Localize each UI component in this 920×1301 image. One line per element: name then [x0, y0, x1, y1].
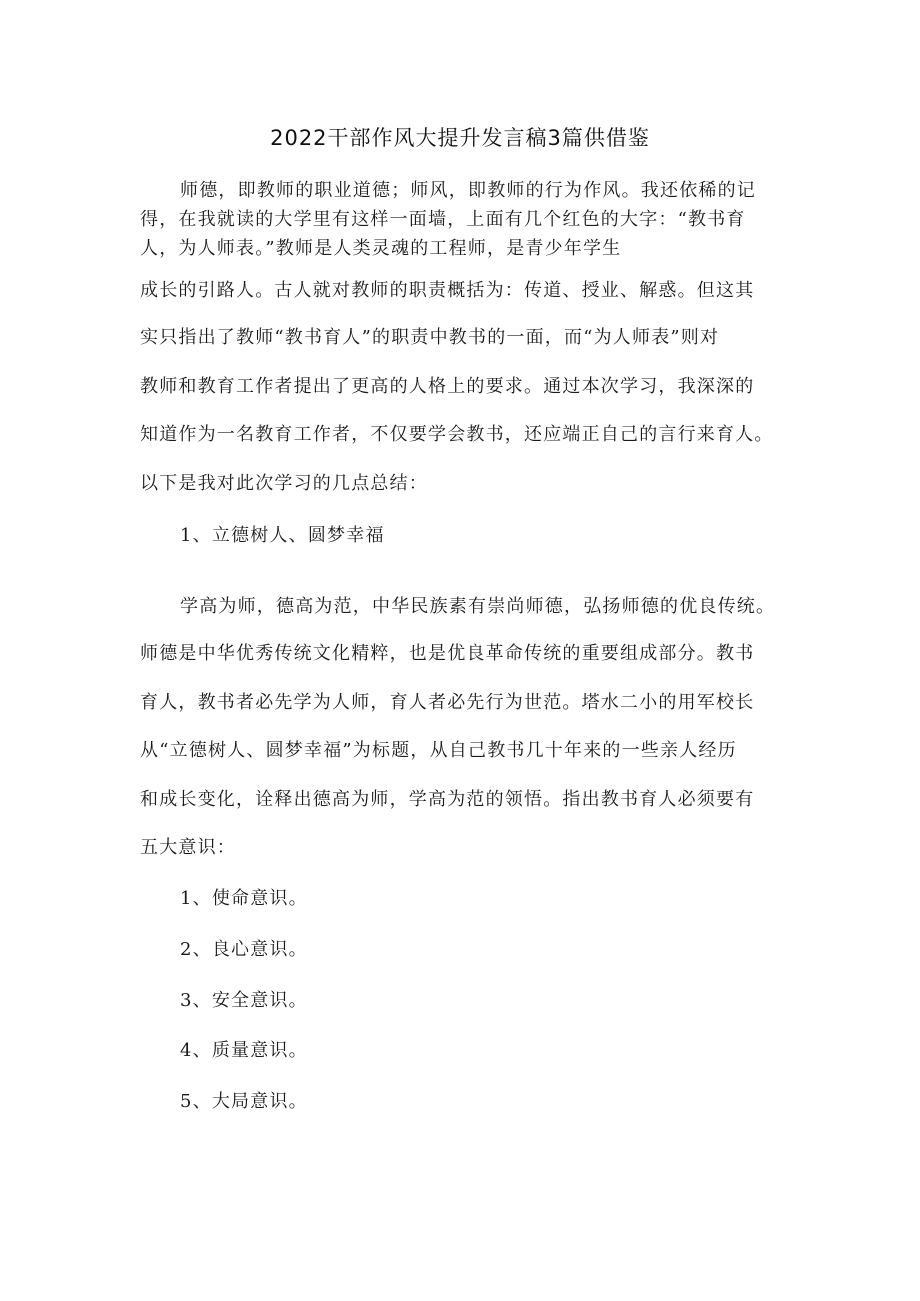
body-line: 教师和教育工作者提出了更高的人格上的要求。通过本次学习，我深深的 — [140, 376, 755, 397]
body-line: 实只指出了教师“教书育人”的职责中教书的一面，而“为人师表”则对 — [140, 327, 720, 348]
list-item: 1、使命意识。 — [180, 888, 308, 909]
body-line: 知道作为一名教育工作者，不仅要学会教书，还应端正自己的言行来育人。 — [140, 424, 774, 445]
list-item: 5、大局意识。 — [180, 1091, 308, 1112]
intro-line: 得，在我就读的大学里有这样一面墙，上面有几个红色的大字：“教书育 — [140, 209, 746, 230]
intro-line: 人，为人师表。”教师是人类灵魂的工程师，是青少年学生 — [140, 238, 622, 259]
body-line: 和成长变化，诠释出德高为师，学高为范的领悟。指出教书育人必须要有 — [140, 789, 755, 810]
list-item: 2、良心意识。 — [180, 939, 308, 960]
body-line: 成长的引路人。古人就对教师的职责概括为：传道、授业、解惑。但这其 — [140, 280, 755, 301]
body-line: 学高为师，德高为范，中华民族素有崇尚师德，弘扬师德的优良传统。 — [180, 596, 776, 617]
list-item: 3、安全意识。 — [180, 990, 308, 1011]
body-line: 育人，教书者必先学为人师，育人者必先行为世范。塔水二小的用军校长 — [140, 692, 755, 713]
body-line: 以下是我对此次学习的几点总结： — [140, 473, 428, 494]
body-line: 从“立德树人、圆梦幸福”为标题，从自己教书几十年来的一些亲人经历 — [140, 740, 737, 761]
body-line: 师德是中华优秀传统文化精粹，也是优良革命传统的重要组成部分。教书 — [140, 643, 755, 664]
section-heading: 1、立德树人、圆梦幸福 — [180, 525, 385, 546]
body-line: 五大意识： — [140, 837, 236, 858]
list-item: 4、质量意识。 — [180, 1040, 308, 1061]
intro-line: 师德，即教师的职业道德；师风，即教师的行为作风。我还依稀的记 — [180, 180, 756, 201]
document-title: 2022干部作风大提升发言稿3篇供借鉴 — [270, 126, 650, 150]
